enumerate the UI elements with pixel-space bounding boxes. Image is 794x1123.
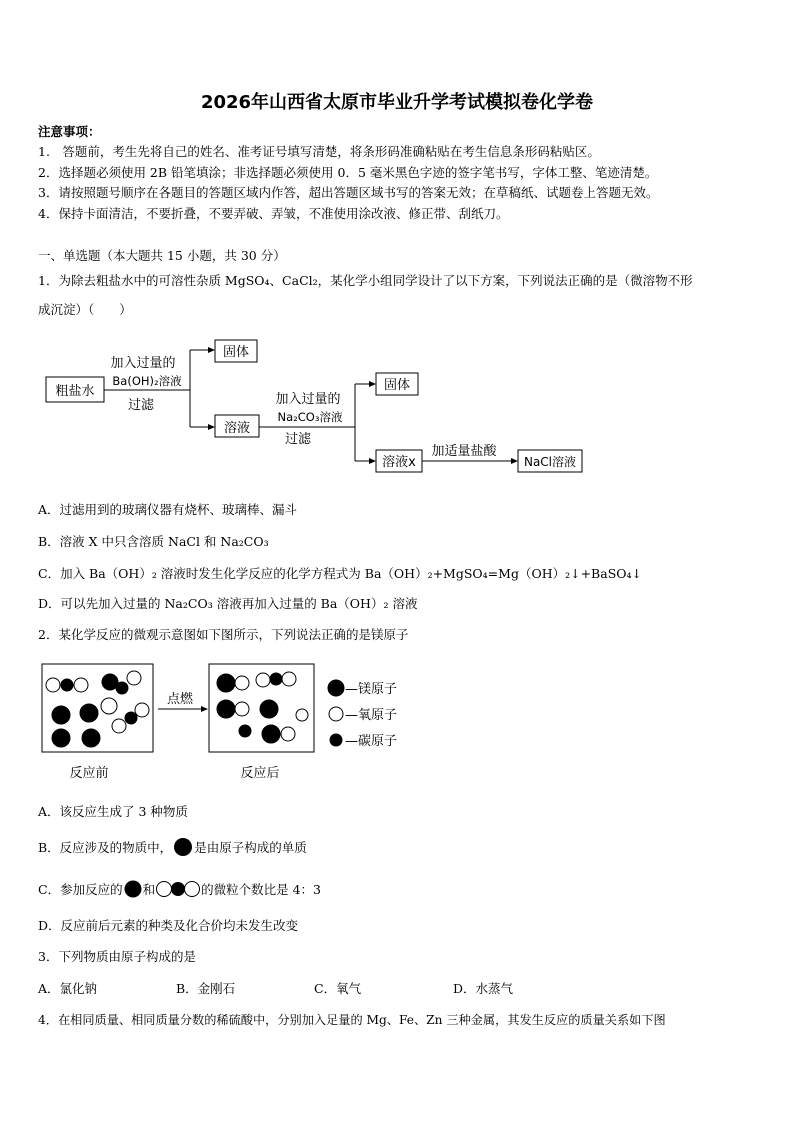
flow-step1-filter: 过滤 <box>127 398 155 413</box>
q2-option-c-text: 的微粒个数比是 4：3 <box>201 882 321 897</box>
q1-option-d: D．可以先加入过量的 Na₂CO₃ 溶液再加入过量的 Ba（OH）₂ 溶液 <box>38 596 418 611</box>
q3-stem: 3．下列物质由原子构成的是 <box>38 949 196 964</box>
q2-reaction-diagram <box>38 658 418 783</box>
flow-step3-label: 加适量盐酸 <box>431 444 497 459</box>
notice-item: 3．请按照题号顺序在各题目的答题区域内作答，超出答题区域书写的答案无效；在草稿纸、试题卷上答题无效。 <box>38 185 659 200</box>
q3-option-c: C．氧气 <box>314 981 362 996</box>
notice-heading: 注意事项： <box>38 124 101 139</box>
q2-option-b <box>38 837 307 857</box>
q2-option-c <box>38 879 321 899</box>
q2-option-b-text: B．反应涉及的物质中， <box>38 840 173 855</box>
page-title: 2026年山西省太原市毕业升学考试模拟卷化学卷 <box>200 92 594 113</box>
q3-option-d: D．水蒸气 <box>453 981 514 996</box>
flow-solid1-label: 固体 <box>222 345 250 360</box>
flow-step1-reagent: Ba(OH)₂溶液 <box>112 374 182 388</box>
flow-solid2-label: 固体 <box>383 378 411 393</box>
oxygen-atom-icon <box>329 707 343 721</box>
q2-option-d: D．反应前后元素的种类及化合价均未发生改变 <box>38 918 299 933</box>
q2-stem: 2．某化学反应的微观示意图如下图所示，下列说法正确的是镁原子 <box>38 627 409 642</box>
carbon-atom-icon <box>330 734 342 746</box>
q2-option-c-text: 和 <box>142 882 156 897</box>
magnesium-atom-icon <box>172 837 194 857</box>
flow-step2-label: 加入过量的 <box>275 392 341 407</box>
q3-option-a: A．氯化钠 <box>38 981 98 996</box>
q2-option-a: A．该反应生成了 3 种物质 <box>38 804 188 819</box>
legend-oxygen: —氧原子 <box>345 708 398 723</box>
flow-end-label: NaCl溶液 <box>523 455 577 469</box>
notice-item: 1. 答题前，考生先将自己的姓名、准考证号填写清楚，将条形码准确粘贴在考生信息条形码粘贴区。 <box>38 144 600 159</box>
q3-option-b: B．金刚石 <box>176 981 236 996</box>
flow-step2-filter: 过滤 <box>284 432 312 447</box>
after-label: 反应后 <box>240 766 280 781</box>
legend-magnesium: —镁原子 <box>345 682 398 697</box>
q1-stem-cont: 成沉淀）（ ） <box>38 302 132 317</box>
flow-solution1-label: 溶液 <box>223 421 251 436</box>
q1-option-c: C．加入 Ba（OH）₂ 溶液时发生化学反应的化学方程式为 Ba（OH）₂+MgSO₄=Mg（OH）₂↓+BaSO₄↓ <box>38 566 642 581</box>
before-label: 反应前 <box>69 766 109 781</box>
legend-carbon: —碳原子 <box>345 734 398 749</box>
q1-flow-diagram <box>40 335 600 480</box>
q2-option-c-text: C．参加反应的 <box>38 882 123 897</box>
q1-option-b: B．溶液 X 中只含溶质 NaCl 和 Na₂CO₃ <box>38 534 269 549</box>
flow-start-label: 粗盐水 <box>55 384 95 399</box>
notice-item: 4．保持卡面清洁，不要折叠，不要弄破、弄皱，不准使用涂改液、修正带、刮纸刀。 <box>38 206 509 221</box>
magnesium-atom-icon <box>328 680 344 696</box>
co2-molecule-icon <box>155 879 201 899</box>
q1-option-a: A．过滤用到的玻璃仪器有烧杯、玻璃棒、漏斗 <box>38 502 298 517</box>
flow-solution-x-label: 溶液x <box>382 455 416 470</box>
notice-item: 2．选择题必须使用 2B 铅笔填涂；非选择题必须使用 0．5 毫米黑色字迹的签字笔书写，字体工整、笔迹清楚。 <box>38 165 658 180</box>
section-heading: 一、单选题（本大题共 15 小题，共 30 分） <box>38 248 286 263</box>
flow-step1-label: 加入过量的 <box>110 356 176 371</box>
q1-stem: 1．为除去粗盐水中的可溶性杂质 MgSO₄、CaCl₂，某化学小组同学设计了以下方案，下列说法正确的是（微溶物不形 <box>38 273 693 288</box>
magnesium-atom-icon <box>123 879 143 899</box>
q2-option-b-text: 是由原子构成的单质 <box>194 840 307 855</box>
arrow-label: 点燃 <box>166 692 194 707</box>
flow-step2-reagent: Na₂CO₃溶液 <box>277 410 343 424</box>
q4-stem: 4．在相同质量、相同质量分数的稀硫酸中，分别加入足量的 Mg、Fe、Zn 三种金属，其发生反应的质量关系如下图 <box>38 1013 666 1027</box>
